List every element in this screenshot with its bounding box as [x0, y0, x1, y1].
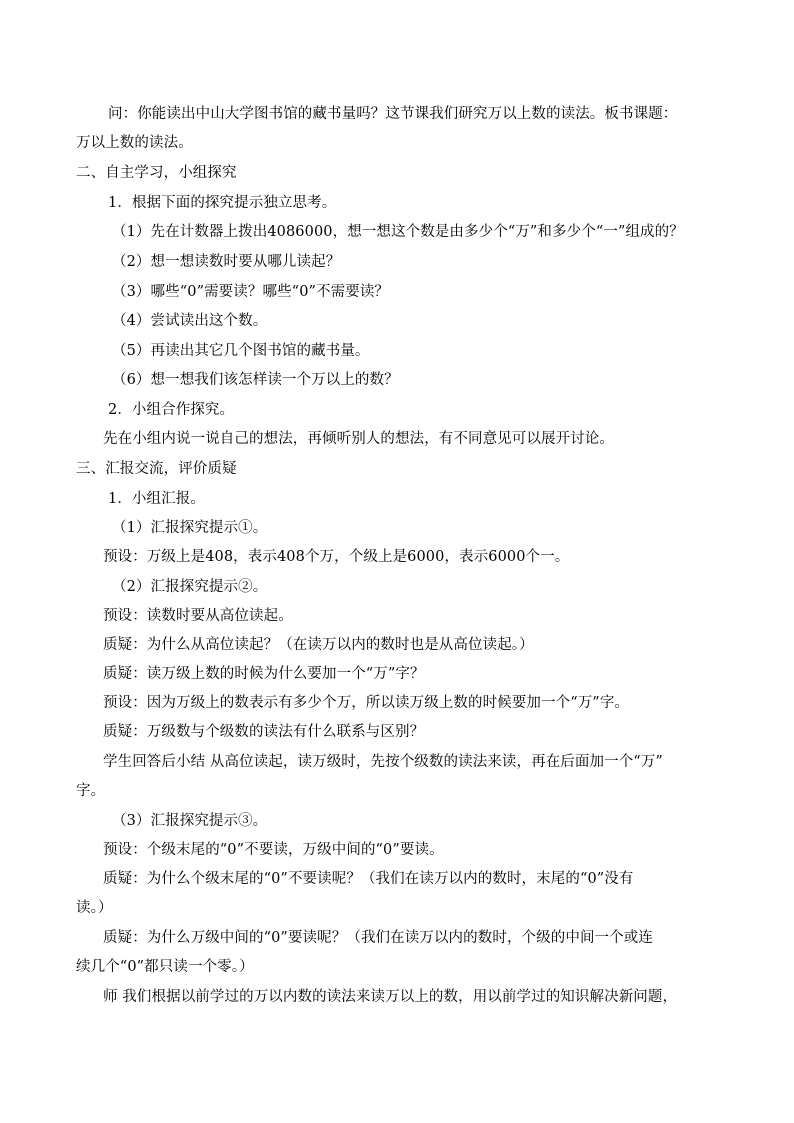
paragraph: 预设：因为万级上的数表示有多少个万，所以读万级上数的时候要加一个“万”字。 [103, 695, 630, 711]
list-item: （3）哪些“0”需要读？哪些“0”不需要读？ [112, 284, 390, 300]
section-heading-2: 二、自主学习，小组探究 [76, 165, 237, 181]
paragraph-cont: 字。 [76, 783, 106, 799]
paragraph: 师 我们根据以前学过的万以内数的读法来读万以上的数，用以前学过的知识解决新问题， [103, 989, 678, 1005]
list-item: （2）汇报探究提示②。 [112, 579, 268, 595]
paragraph: 质疑：万级数与个级数的读法有什么联系与区别？ [103, 724, 425, 740]
list-item: （6）想一想我们该怎样读一个万以上的数？ [112, 372, 399, 388]
paragraph-question: 问：你能读出中山大学图书馆的藏书量吗？这节课我们研究万以上数的读法。板书课题： [108, 106, 678, 122]
section-heading-3: 三、汇报交流，评价质疑 [76, 461, 237, 477]
paragraph: 质疑：为什么万级中间的“0”要读呢？（我们在读万以内的数时，个级的中间一个或连 [103, 930, 653, 946]
list-item: （2）想一想读数时要从哪儿读起？ [112, 254, 341, 270]
paragraph: 质疑：为什么个级末尾的“0”不要读呢？（我们在读万以内的数时，末尾的“0”没有 [103, 871, 634, 887]
list-item: （1）汇报探究提示①。 [112, 520, 268, 536]
paragraph: 质疑：为什么从高位读起？（在读万以内的数时也是从高位读起。） [103, 637, 534, 653]
list-item: （3）汇报探究提示③。 [112, 813, 268, 829]
paragraph: 学生回答后小结 从高位读起，读万级时，先按个级数的读法来读，再在后面加一个“万” [103, 754, 663, 770]
list-item: 2．小组合作探究。 [108, 402, 235, 418]
paragraph: 预设：个级末尾的“0”不要读，万级中间的“0”要读。 [103, 842, 444, 858]
list-item: 1．根据下面的探究提示独立思考。 [108, 195, 337, 211]
list-item: （1）先在计数器上拨出4086000，想一想这个数是由多少个“万”和多少个“一”组成的？ [112, 224, 684, 240]
list-item: （5）再读出其它几个图书馆的藏书量。 [112, 343, 370, 359]
paragraph: 质疑：读万级上数的时候为什么要加一个“万”字？ [103, 666, 425, 682]
paragraph-cont: 读。） [76, 900, 113, 916]
list-item: （4）尝试读出这个数。 [112, 313, 268, 329]
paragraph-question-cont: 万以上数的读法。 [76, 135, 193, 151]
paragraph: 先在小组内说一说自己的想法，再倾听别人的想法，有不同意见可以展开讨论。 [103, 431, 614, 447]
paragraph: 预设：读数时要从高位读起。 [103, 608, 293, 624]
paragraph: 预设：万级上是408，表示408个万，个级上是6000，表示6000个一。 [103, 549, 570, 565]
list-item: 1．小组汇报。 [108, 491, 205, 507]
paragraph-cont: 续几个“0”都只读一个零。） [76, 959, 254, 975]
